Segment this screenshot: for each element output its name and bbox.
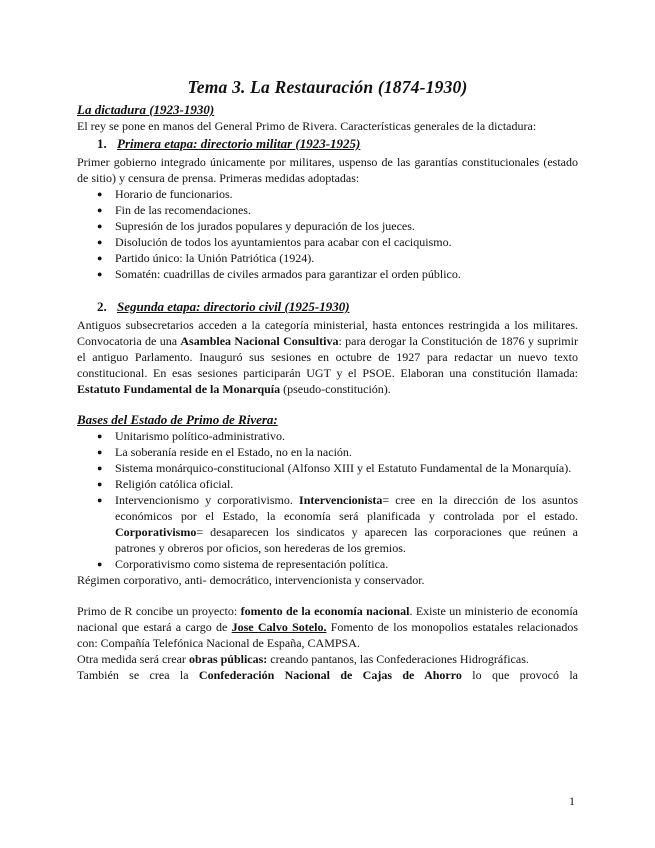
bullet-icon: ● — [97, 447, 103, 457]
dictadura-intro: El rey se pone en manos del General Primo de Rivera. Características generales de la dictadura: — [77, 119, 537, 133]
etapa1-heading — [97, 135, 578, 153]
list-item: ● Sistema monárquico-constitucional (Alfonso XIII y el Estatuto Fundamental de la Monarquía). — [97, 461, 572, 475]
bullet-icon: ● — [97, 189, 103, 199]
etapa1-number: 1. — [97, 136, 107, 151]
etapa1-bullet-list — [77, 186, 578, 282]
list-item: ● Fin de las recomendaciones. — [97, 203, 251, 217]
list-item: ● Horario de funcionarios. — [97, 187, 233, 201]
list-item: ● La soberanía reside en el Estado, no en la nación. — [97, 445, 352, 459]
document-content — [77, 76, 578, 683]
bullet-icon: ● — [97, 431, 103, 441]
economia-paragraph-2: Otra medida será crear obras públicas: creando pantanos, las Confederaciones Hidrográficas. — [77, 652, 529, 666]
bases-bullet-list — [77, 428, 578, 572]
list-item: ● Unitarismo político-administrativo. — [97, 429, 285, 443]
page-title: Tema 3. La Restauración (1874-1930) — [187, 77, 468, 97]
list-item: ● Intervencionismo y corporativismo. Intervencionista= cree en la dirección de los asuntos económicos por el Estado, la economía será planificada y controlada por el estado. Corporativismo= desaparecen los sindicatos y aparecen las corporaciones que reúnen a patrones y obreros por oficios, son herederas de los gremios. — [97, 493, 578, 555]
etapa2-number: 2. — [97, 299, 107, 314]
regimen-text: Régimen corporativo, anti- democrático, intervencionista y conservador. — [77, 573, 425, 587]
list-item: ● Religión católica oficial. — [97, 477, 234, 491]
bullet-icon: ● — [97, 479, 103, 489]
section-heading-bases: Bases del Estado de Primo de Rivera: — [77, 412, 278, 427]
bullet-icon: ● — [97, 269, 103, 279]
bullet-icon: ● — [97, 463, 103, 473]
etapa2-text: Antiguos subsecretarios acceden a la categoría ministerial, hasta entonces restringida a los militares. Convocatoria de una Asamblea Nacional Consultiva: para derogar la Constitución de 1876 y suprimir el antiguo Parlamento. Inauguró sus sesiones en octubre de 1927 para redactar un nuevo texto constitucional. En esas sesiones participarán UGT y el PSOE. Elaboran una constitución llamada: Estatuto Fundamental de la Monarquía (pseudo-constitución). — [77, 318, 578, 396]
list-item: ● Supresión de los jurados populares y depuración de los jueces. — [97, 219, 415, 233]
bullet-icon: ● — [97, 205, 103, 215]
economia-paragraph-1: Primo de R concibe un proyecto: fomento de la economía nacional. Existe un ministerio de economía nacional que estará a cargo de Jose Calvo Sotelo. Fomento de los monopolios estatales relacionados con: Compañía Telefónica Nacional de España, CAMPSA. — [77, 604, 578, 650]
bullet-icon: ● — [97, 237, 103, 247]
bullet-icon: ● — [97, 221, 103, 231]
page-number: 1 — [569, 794, 575, 808]
etapa2-heading — [97, 298, 578, 316]
etapa2-title: Segunda etapa: directorio civil (1925-1930) — [117, 299, 350, 314]
etapa1-title: Primera etapa: directorio militar (1923-1925) — [117, 136, 361, 151]
list-item: ● Somatén: cuadrillas de civiles armados para garantizar el orden público. — [97, 267, 461, 281]
section-heading-dictadura: La dictadura (1923-1930) — [77, 102, 215, 117]
bullet-icon: ● — [97, 495, 103, 505]
list-item: ● Disolución de todos los ayuntamientos para acabar con el caciquismo. — [97, 235, 452, 249]
etapa1-text: Primer gobierno integrado únicamente por militares, uspenso de las garantías constitucionales (estado de sitio) y censura de prensa. Primeras medidas adoptadas: — [77, 155, 578, 185]
list-item: ● Corporativismo como sistema de representación política. — [97, 557, 389, 571]
list-item: ● Partido único: la Unión Patriótica (1924). — [97, 251, 315, 265]
bullet-icon: ● — [97, 559, 103, 569]
bullet-icon: ● — [97, 253, 103, 263]
economia-paragraph-3: También se crea la Confederación Nacional de Cajas de Ahorro lo que provocó la — [77, 668, 578, 682]
